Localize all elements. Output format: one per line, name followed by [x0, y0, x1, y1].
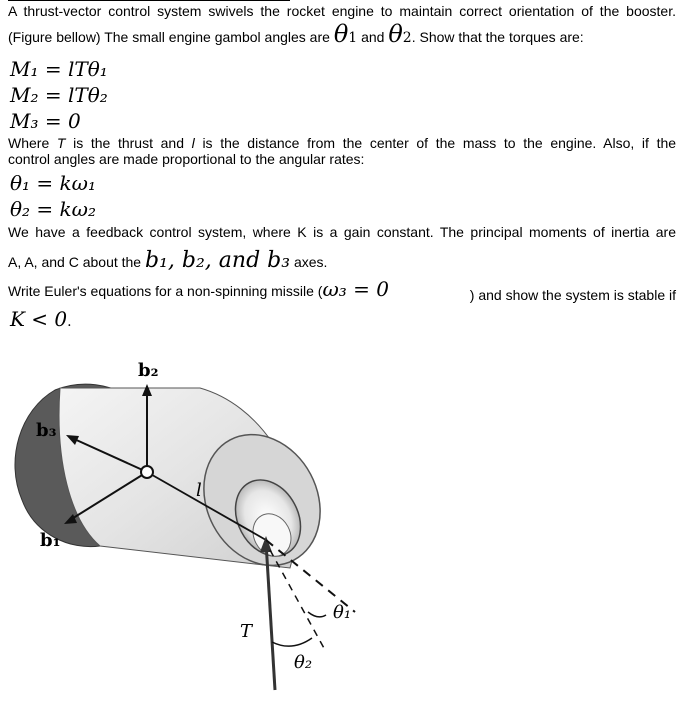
line3-text-c: is the distance from the center of the mass to the engine. Also, if the	[202, 135, 677, 151]
line3-T: T	[56, 135, 66, 151]
problem-line-4: control angles are made proportional to the angular rates:	[8, 151, 365, 167]
theta1-arc	[308, 612, 326, 617]
label-theta2: θ₂	[294, 652, 313, 673]
theta2-subscript: 2	[402, 30, 412, 46]
label-b1: b₁	[40, 530, 61, 551]
line2-text-b: . Show that the torques are:	[411, 29, 584, 45]
line7-omega: ω₃ = 0	[322, 277, 389, 301]
theta1-symbol: θ	[333, 20, 349, 48]
condition-k-text: K < 0	[10, 307, 68, 331]
problem-line-2	[8, 20, 584, 56]
line6-text-b: axes.	[293, 254, 328, 270]
line3-text-a: Where	[8, 135, 50, 151]
line6-axes: b₁, b₂, and b₃	[145, 248, 291, 273]
line6-text-a: A, A, and C about the	[8, 254, 142, 270]
condition-k	[10, 308, 72, 333]
problem-line-6	[8, 244, 327, 274]
rocket-figure	[0, 350, 695, 709]
line3-l: l	[191, 135, 195, 151]
line2-text-a: (Figure bellow) The small engine gambol angles are	[8, 29, 330, 45]
condition-k-dot: .	[67, 314, 72, 330]
label-l: l	[196, 480, 202, 501]
problem-line-1: A thrust-vector control system swivels the rocket engine to maintain correct orientation of the booster.	[8, 3, 676, 19]
theta1-subscript: 1	[348, 30, 358, 46]
problem-line-3	[8, 135, 676, 152]
equation-m3: M₃ = 0	[10, 109, 81, 133]
problem-line-5: We have a feedback control system, where K is a gain constant. The principal moments of inertia are	[8, 224, 676, 240]
label-T: T	[240, 621, 253, 642]
theta2-symbol: θ	[388, 20, 403, 48]
label-b2: b₂	[138, 360, 159, 381]
label-b3: b₃	[36, 420, 57, 441]
label-theta1: θ₁	[333, 602, 352, 623]
line2-and: and	[361, 29, 385, 45]
top-rule	[8, 0, 290, 1]
line7-text-a: Write Euler's equations for a non-spinning missile (	[8, 283, 323, 299]
equation-theta2: θ₂ = kω₂	[10, 197, 96, 221]
line3-text-b: is the thrust and	[73, 135, 184, 151]
equation-m2: M₂ = lTθ₂	[10, 83, 108, 107]
problem-line-7	[8, 277, 676, 307]
line7-text-b: ) and show the system is stable if	[469, 287, 676, 303]
center-of-mass	[141, 466, 153, 478]
equation-theta1: θ₁ = kω₁	[10, 171, 96, 195]
theta2-arc	[272, 638, 312, 646]
equation-m1: M₁ = lTθ₁	[10, 57, 108, 81]
